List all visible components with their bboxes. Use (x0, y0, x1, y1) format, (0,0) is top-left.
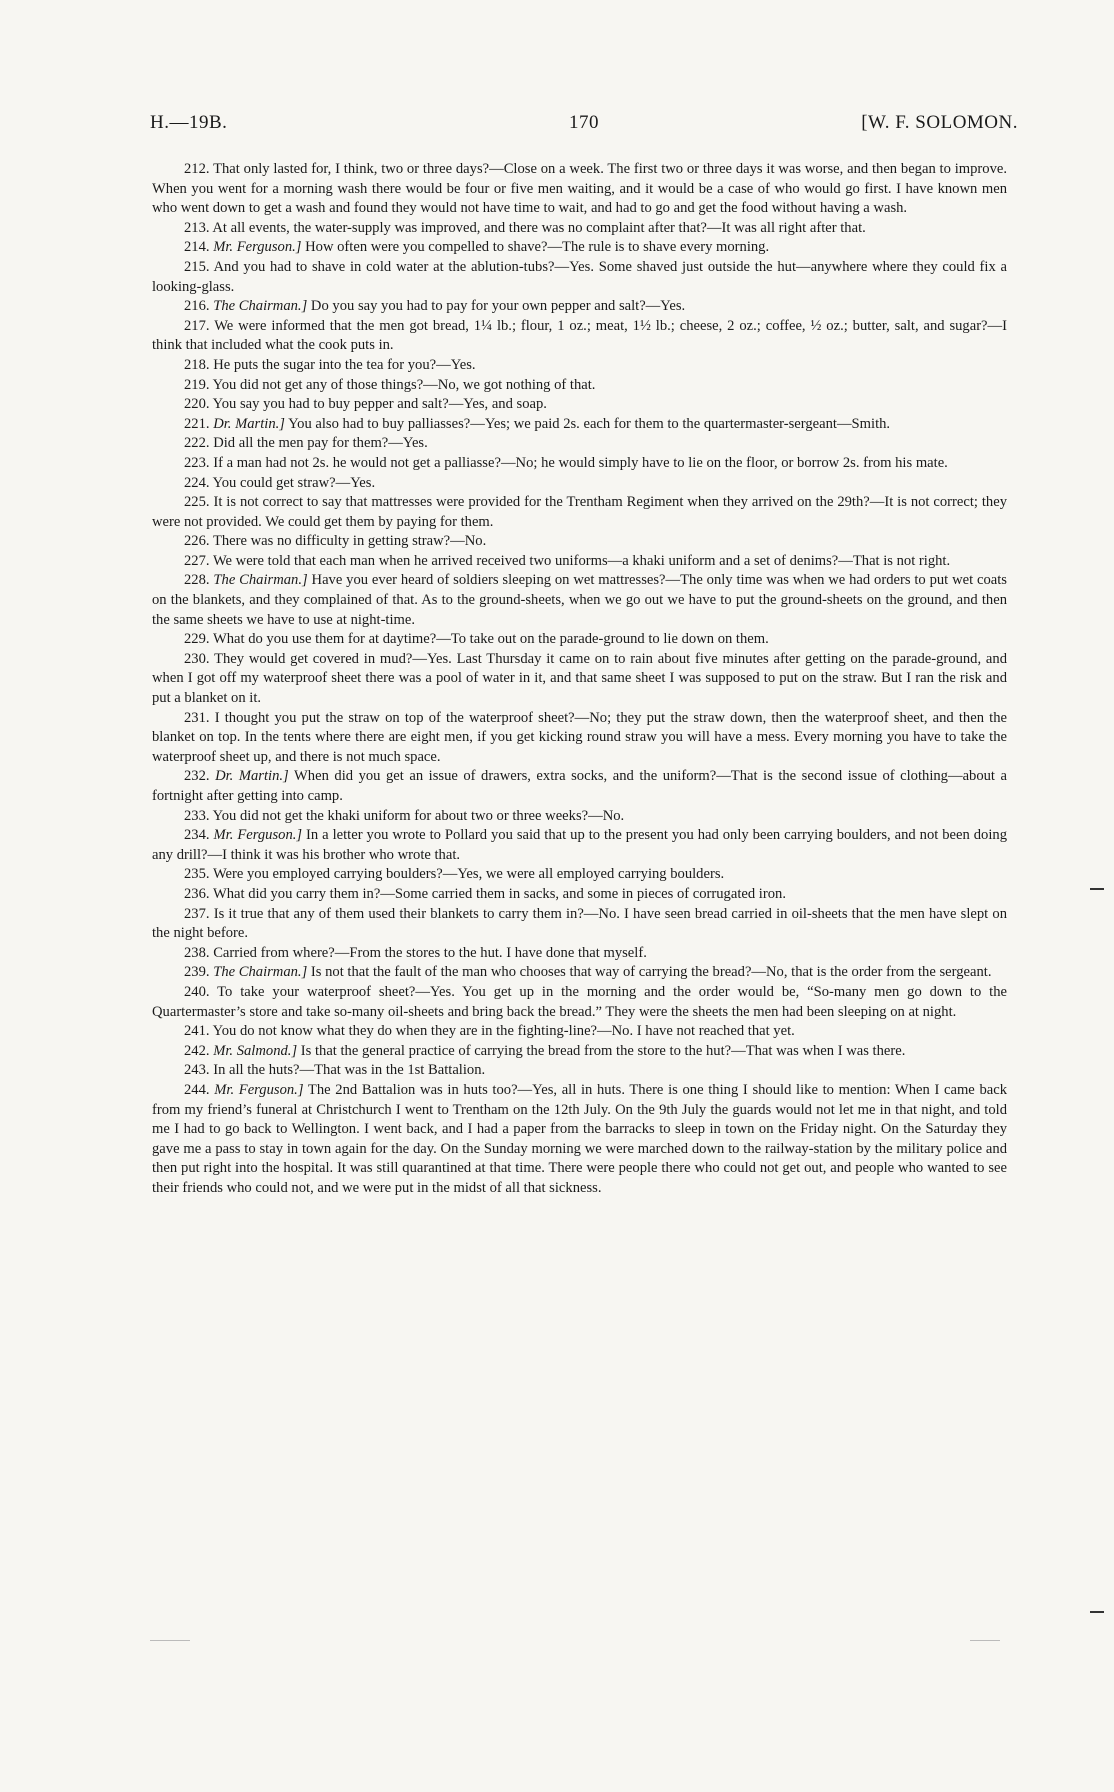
qa-paragraph (152, 219, 1007, 239)
qa-paragraph (152, 1061, 1007, 1081)
qa-text: There was no difficulty in getting straw?—No. (212, 533, 487, 550)
question-number: 217. (184, 317, 210, 334)
qa-paragraph (152, 297, 1007, 317)
qa-paragraph (152, 1081, 1007, 1199)
qa-paragraph (152, 630, 1007, 650)
qa-paragraph (152, 905, 1007, 944)
qa-paragraph (152, 826, 1007, 865)
qa-text: In a letter you wrote to Pollard you said that up to the present you had only been carrying boulders, and not been doing any drill?—I think it was his brother who wrote that. (152, 827, 1007, 863)
qa-paragraph (152, 160, 1007, 219)
qa-text: How often were you compelled to shave?—The rule is to shave every morning. (305, 239, 770, 256)
qa-text: If a man had not 2s. he would not get a palliasse?—No; he would simply have to lie on the floor, or borrow 2s. from his mate. (213, 454, 948, 471)
question-number: 227. (184, 552, 210, 569)
question-number: 237. (184, 905, 210, 922)
question-number: 231. (184, 709, 210, 726)
qa-paragraph (152, 376, 1007, 396)
question-number: 216. (184, 298, 210, 315)
question-number: 219. (184, 376, 210, 393)
question-number: 238. (184, 944, 210, 961)
evidence-body (152, 160, 1007, 1198)
qa-paragraph (152, 258, 1007, 297)
qa-paragraph (152, 944, 1007, 964)
qa-text: That only lasted for, I think, two or three days?—Close on a week. The first two or three days it was worse, and then began to improve. When you went for a morning wash there would be four or five men waiting, and it would be a case of who would go first. I have known men who went down to get a wash and found they would not have time to wait, and had to go and get the food without having a wash. (152, 161, 1007, 217)
qa-text: It is not correct to say that mattresses were provided for the Trentham Regiment when they arrived on the 29th?—It is not correct; they were not provided. We could get them by paying for them. (152, 494, 1007, 530)
qa-paragraph (152, 709, 1007, 768)
qa-text: We were informed that the men got bread, 1¼ lb.; flour, 1 oz.; meat, 1½ lb.; cheese, 2 oz.; coffee, ½ oz.; butter, salt, and sugar?—I think that included what the cook puts in. (152, 317, 1007, 354)
qa-paragraph (152, 532, 1007, 552)
question-number: 241. (184, 1023, 210, 1040)
qa-text: To take your waterproof sheet?—Yes. You get up in the morning and the order would be, “So-many men go down to the Quartermaster’s store and take so-many oil-sheets and bring back the bread.” They were the sheets the men had been sleeping on at night. (152, 983, 1007, 1020)
qa-paragraph (152, 767, 1007, 806)
speaker-name: Mr. Ferguson.] (213, 239, 302, 256)
speaker-name: Dr. Martin.] (213, 415, 285, 432)
qa-paragraph (152, 571, 1007, 630)
question-number: 243. (184, 1062, 210, 1079)
qa-text: At all events, the water-supply was improved, and there was no complaint after that?—It was all right after that. (212, 219, 866, 236)
question-number: 236. (184, 885, 210, 902)
qa-text: The 2nd Battalion was in huts too?—Yes, all in huts. There is one thing I should like to mention: When I came back from my friend’s funeral at Christchurch I went to Trentham on the 12th July. On the 9th July the guards would not let me in that night, and told me I had to go back to Wellington. I went back, and I had a paper from the barracks to sleep in town on the Friday night. On the Saturday they gave me a pass to stay in town again for the day. On the Sunday morning we were marched down to the railway-station by the military police and then put right into the hospital. It was still quarantined at that time. There were people there who could not get out, and people who wanted to see their friends who could not, and we were put in the midst of all that sickness. (152, 1081, 1007, 1196)
question-number: 229. (184, 631, 210, 648)
page-number: 170 (569, 112, 599, 133)
qa-text: Carried from where?—From the stores to the hut. I have done that myself. (213, 944, 647, 961)
qa-paragraph (152, 474, 1007, 494)
scan-specks (150, 1640, 1004, 1646)
question-number: 239. (184, 964, 210, 981)
question-number: 240. (184, 983, 210, 1000)
qa-text: You do not know what they do when they are in the fighting-line?—No. I have not reached that yet. (212, 1023, 795, 1040)
qa-paragraph (152, 963, 1007, 983)
qa-paragraph (152, 885, 1007, 905)
qa-text: What do you use them for at daytime?—To take out on the parade-ground to lie down on them. (212, 631, 769, 648)
question-number: 233. (184, 807, 210, 824)
qa-text: When did you get an issue of drawers, extra socks, and the uniform?—That is the second issue of clothing—about a fortnight after getting into camp. (152, 768, 1007, 804)
margin-mark (1090, 1611, 1104, 1613)
question-number: 228. (184, 572, 210, 589)
qa-paragraph (152, 552, 1007, 572)
qa-text: Have you ever heard of soldiers sleeping on wet mattresses?—The only time was when we had orders to put wet coats on the blankets, and they complained of that. As to the ground-sheets, when we go out we have to put the ground-sheets on the ground, and then the same sheets we have to use at night-time. (152, 572, 1007, 628)
qa-text: We were told that each man when he arrived received two uniforms—a khaki uniform and a set of denims?—That is not right. (212, 552, 951, 569)
qa-paragraph (152, 415, 1007, 435)
question-number: 230. (184, 650, 210, 667)
qa-text: Is not that the fault of the man who chooses that way of carrying the bread?—No, that is the order from the sergeant. (310, 964, 992, 981)
qa-text: You say you had to buy pepper and salt?—Yes, and soap. (212, 396, 547, 413)
question-number: 224. (184, 474, 210, 491)
speaker-name: Mr. Ferguson.] (213, 827, 303, 844)
qa-text: You also had to buy palliasses?—Yes; we paid 2s. each for them to the quartermaster-sergeant—Smith. (288, 415, 891, 432)
speaker-name: The Chairman.] (213, 964, 308, 981)
qa-paragraph (152, 493, 1007, 532)
qa-text: You did not get the khaki uniform for about two or three weeks?—No. (212, 807, 625, 824)
header-reference: H.—19B. (150, 112, 228, 133)
qa-paragraph (152, 983, 1007, 1022)
qa-text: Do you say you had to pay for your own pepper and salt?—Yes. (310, 298, 686, 315)
question-number: 213. (184, 219, 210, 236)
speaker-name: Mr. Ferguson.] (214, 1081, 304, 1098)
question-number: 220. (184, 396, 210, 413)
question-number: 242. (184, 1042, 210, 1059)
qa-text: Is it true that any of them used their blankets to carry them in?—No. I have seen bread carried in oil-sheets that the men have slept on the night before. (152, 905, 1007, 942)
qa-text: Is that the general practice of carrying the bread from the store to the hut?—That was when I was there. (300, 1042, 906, 1059)
qa-paragraph (152, 395, 1007, 415)
qa-paragraph (152, 1042, 1007, 1062)
question-number: 214. (184, 239, 210, 256)
qa-text: They would get covered in mud?—Yes. Last Thursday it came on to rain about five minutes after getting on the parade-ground, and when I got off my waterproof sheet there was a pool of water in it, and that same sheet I was supposed to put on the straw. But I ran the risk and put a blanket on it. (152, 650, 1007, 707)
question-number: 221. (184, 415, 210, 432)
qa-text: And you had to shave in cold water at the ablution-tubs?—Yes. Some shaved just outside the hut—anywhere where they could fix a looking-glass. (152, 258, 1007, 295)
qa-text: He puts the sugar into the tea for you?—Yes. (213, 356, 476, 373)
qa-text: I thought you put the straw on top of the waterproof sheet?—No; they put the straw down, then the waterproof sheet, and then the blanket on top. In the tents where there are eight men, if you get kicking round straw you will have a mess. Every morning you have to take the waterproof sheet up, and there is not much space. (152, 709, 1007, 765)
qa-paragraph (152, 1022, 1007, 1042)
header-witness: [W. F. SOLOMON. (861, 112, 1018, 133)
qa-text: You did not get any of those things?—No, we got nothing of that. (212, 376, 596, 393)
qa-text: Were you employed carrying boulders?—Yes, we were all employed carrying boulders. (212, 866, 725, 883)
qa-text: What did you carry them in?—Some carried them in sacks, and some in pieces of corrugated iron. (212, 885, 786, 902)
qa-paragraph (152, 238, 1007, 258)
qa-text: Did all the men pay for them?—Yes. (213, 435, 428, 452)
question-number: 222. (184, 435, 210, 452)
qa-text: In all the huts?—That was in the 1st Battalion. (213, 1062, 486, 1079)
speaker-name: Mr. Salmond.] (213, 1042, 298, 1059)
question-number: 215. (184, 258, 210, 275)
question-number: 212. (184, 161, 210, 177)
question-number: 223. (184, 454, 210, 471)
page-header (150, 112, 1018, 142)
question-number: 232. (184, 768, 210, 785)
question-number: 234. (184, 827, 210, 844)
question-number: 218. (184, 356, 210, 373)
qa-text: You could get straw?—Yes. (212, 474, 376, 491)
question-number: 244. (184, 1081, 210, 1098)
question-number: 225. (184, 494, 210, 511)
speaker-name: The Chairman.] (213, 298, 308, 315)
margin-mark (1090, 888, 1104, 890)
qa-paragraph (152, 865, 1007, 885)
speaker-name: The Chairman.] (213, 572, 308, 589)
question-number: 235. (184, 866, 210, 883)
question-number: 226. (184, 533, 210, 550)
qa-paragraph (152, 317, 1007, 356)
qa-paragraph (152, 807, 1007, 827)
qa-paragraph (152, 356, 1007, 376)
speaker-name: Dr. Martin.] (215, 768, 289, 785)
qa-paragraph (152, 454, 1007, 474)
qa-paragraph (152, 434, 1007, 454)
qa-paragraph (152, 650, 1007, 709)
